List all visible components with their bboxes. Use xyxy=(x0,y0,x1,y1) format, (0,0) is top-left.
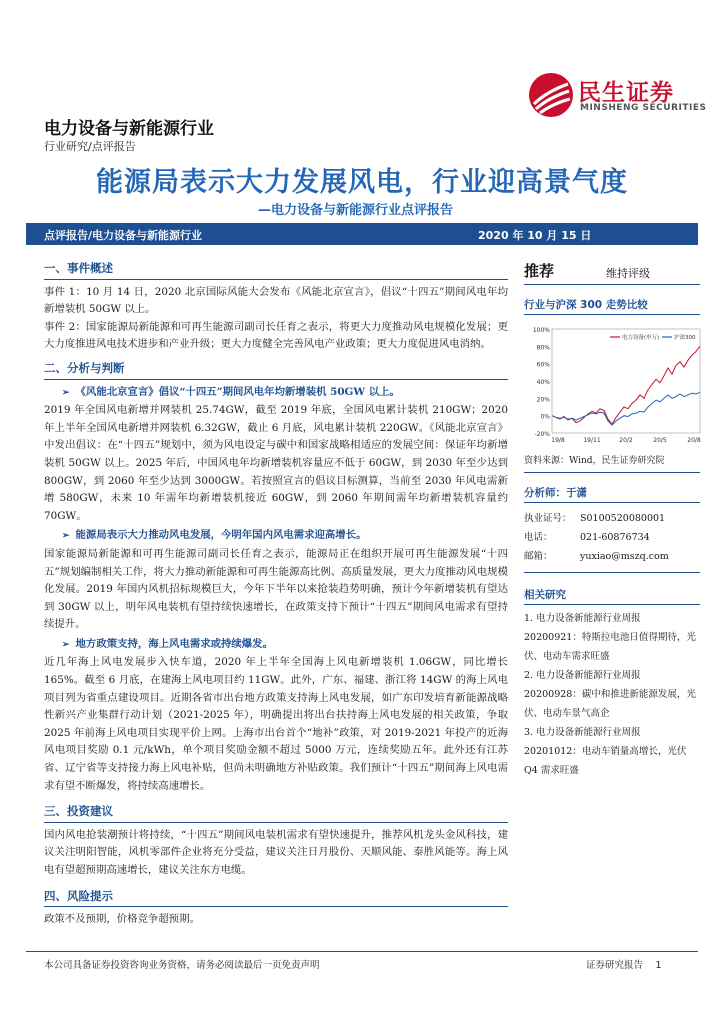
y-tick-label: 20% xyxy=(536,396,550,404)
main-column xyxy=(44,258,508,929)
related-item[interactable]: 1. 电力设备新能源行业周报 20200921：特斯拉电池日值得期待，光伏、电动车需求旺盛 xyxy=(524,613,696,662)
y-tick-label: 40% xyxy=(536,379,550,386)
related-title: 相关研究 xyxy=(524,587,700,605)
section-title-investment: 三、投资建议 xyxy=(44,803,508,823)
analysis-heading-1 xyxy=(44,384,508,403)
section-title-risk: 四、风险提示 xyxy=(44,888,508,908)
chart-plot-frame xyxy=(552,329,700,433)
bar-left-text: 点评报告/电力设备与新能源行业 xyxy=(44,229,203,242)
minsheng-logo-icon xyxy=(528,72,574,118)
report-date: 2020 年 10 月 15 日 xyxy=(478,229,592,242)
y-tick-label: -20% xyxy=(534,431,550,438)
triangle-bullet-icon: ➢ xyxy=(62,531,70,542)
analyst-key: 执业证号： xyxy=(524,513,572,524)
event-1-paragraph: 事件 1：10 月 14 日，2020 北京国际风能大会发布《风能北京宣言》，倡议“十四五”期间风电年均新增装机 50GW 以上。 xyxy=(44,285,508,316)
series-line xyxy=(552,346,700,424)
report-title: 能源局表示大力发展风电，行业迎高景气度 xyxy=(96,167,628,198)
industry-heading: 电力设备与新能源行业 xyxy=(44,119,214,139)
analyst-title: 分析师：于潇 xyxy=(524,485,700,503)
section-title-event: 一、事件概述 xyxy=(44,260,508,280)
analyst-key: 电话： xyxy=(524,532,553,543)
section-title-analysis: 二、分析与判断 xyxy=(44,360,508,380)
analyst-row xyxy=(524,509,700,528)
event-2-paragraph: 事件 2：国家能源局新能源和可再生能源司副司长任育之表示，将更大力度推动风电规模化发展；更大力度推进风电技术进步和产业升级；更大力度健全完善风电产业政策；更大力度促进风电消纳。 xyxy=(44,320,508,351)
logo-cn-text: 民生证券 xyxy=(578,80,674,106)
analysis-heading-2 xyxy=(44,527,508,546)
x-tick-label: 20/2 xyxy=(619,437,633,444)
report-category: 行业研究/点评报告 xyxy=(44,140,136,153)
analyst-info xyxy=(524,509,700,573)
triangle-bullet-icon: ➢ xyxy=(62,639,70,650)
y-tick-label: 80% xyxy=(536,344,550,352)
related-item[interactable]: 2. 电力设备新能源行业周报 20200928：碳中和推进新能源发展，光伏、电动车景气高企 xyxy=(524,670,696,719)
report-subtitle: —电力设备与新能源行业点评报告 xyxy=(258,203,454,218)
analyst-row xyxy=(524,547,700,566)
rating-value: 维持评级 xyxy=(606,267,650,280)
analysis-heading-3 xyxy=(44,636,508,655)
chart-source: 资料来源：Wind，民生证券研究院 xyxy=(524,453,700,473)
related-item[interactable]: 3. 电力设备新能源行业周报 20201012：电动车销量高增长，光伏 Q4 需求旺盛 xyxy=(524,727,687,776)
x-tick-label: 19/11 xyxy=(583,437,601,444)
analysis-heading-1-text: 《风能北京宣言》倡议“十四五”期间风电年均新增装机 50GW 以上。 xyxy=(75,385,400,398)
y-tick-label: 100% xyxy=(532,327,550,334)
side-column xyxy=(524,258,700,780)
analyst-key: 邮箱： xyxy=(524,551,553,562)
analysis-heading-2-text: 能源局表示大力推动风电发展，今明年国内风电需求迎高增长。 xyxy=(75,529,367,542)
analyst-row xyxy=(524,528,700,547)
rating-label: 推荐 xyxy=(524,262,555,280)
logo-en-text: MINSHENG SECURITIES xyxy=(580,103,707,113)
investment-paragraph: 国内风电抢装潮预计将持续，“十四五”期间风电装机需求有望快速提升，推荐风机龙头金风科技，建议关注明阳智能，风机零部件企业将充分受益，建议关注日月股份、天顺风能、泰胜风能等。海上风电有望超预期高速增长，建议关注东方电缆。 xyxy=(44,828,508,876)
risk-paragraph: 政策不及预期，价格竞争超预期。 xyxy=(44,913,200,926)
y-tick-label: 60% xyxy=(536,361,550,369)
analyst-license: S0100520080001 xyxy=(580,513,666,524)
x-tick-label: 20/8 xyxy=(687,437,701,444)
analysis-paragraph-3: 近几年海上风电发展步入快车道，2020 年上半年全国海上风电新增装机 1.06GW，同比增长 165%。截至 6 月底，在建海上风电项目约 11GW。此外，广东、福建、浙江将 14GW 的海上风电项目列为省重点建设项目。近期各省市出台地方政策支持海上风电发展，如广东印发培育新能源战略性新兴产业集群行动计划（2021-2025 年），明确提出将出台扶持海上风电发展的相关政策，争取 2025 年前海上风电项目实现平价上网。上海市出台首个“地补”政策，对 2019-2021 年投产的近海风电项目奖励 0.1 元/kWh，单个项目奖励金额不超过 5000 万元，连续奖励五年。此外还有江苏省、辽宁省等支持接力海上风电补贴，但尚未明确地方补贴政策。我们预计“十四五”期间海上风电需求有望不断爆发，将持续高速增长。 xyxy=(44,656,508,792)
trend-chart-svg xyxy=(524,321,704,451)
legend-label: 沪深300 xyxy=(674,335,696,341)
analysis-paragraph-2: 国家能源局新能源和可再生能源司副司长任育之表示，能源局正在组织开展可再生能源发展“十四五”规划编制相关工作，将大力推动新能源和可再生能源高比例、高质量发展，更大力度推动风电规模化发展。2019 年国内风机招标规模巨大，今年下半年以来抢装趋势明确，预计今年新增装机有望达到 30GW 以上，明年风电装机有望持续快速增长，在政策支持下预计“十四五”期间风电需求有望持续提升。 xyxy=(44,547,508,631)
footer-disclaimer: 本公司具备证券投资咨询业务资格，请务必阅读最后一页免责声明 xyxy=(44,960,320,971)
chart-title: 行业与沪深 300 走势比较 xyxy=(524,297,700,315)
analyst-email[interactable]: yuxiao@mszq.com xyxy=(580,551,669,562)
triangle-bullet-icon: ➢ xyxy=(62,387,70,398)
trend-chart xyxy=(524,321,704,451)
rating-row xyxy=(524,258,700,285)
y-tick-label: 0% xyxy=(540,413,550,421)
related-list xyxy=(524,609,700,780)
analysis-heading-3-text: 地方政策支持，海上风电需求或持续爆发。 xyxy=(75,637,273,650)
footer-divider xyxy=(26,951,698,952)
x-tick-label: 20/5 xyxy=(653,437,667,444)
legend-label: 电力设备(申万) xyxy=(622,335,660,341)
footer-page: 证券研究报告 1 xyxy=(586,960,662,971)
x-tick-label: 19/8 xyxy=(551,437,565,444)
analysis-paragraph-1: 2019 年全国风电新增并网装机 25.74GW，截至 2019 年底，全国风电累计装机 210GW；2020 年上半年全国风电新增并网装机 6.32GW，截止 6 月底，风电累计装机 220GW。《风能北京宣言》中发出倡议：在“十四五”规划中，须为风电设定与碳中和国家战略相适应的发展空间：保证年均新增装机 50GW 以上。2025 年后，中国风电年均新增装机容量应不低于 60GW，到 2030 年至少达到 800GW，到 2060 年至少达到 3000GW。若按照宣言的倡议目标测算，当前至 2030 年风电需新增 580GW，未来 10 年需年均新增装机接近 60GW，到 2060 年期间需年均新增装机容量约 70GW。 xyxy=(44,404,509,522)
analyst-phone: 021-60876734 xyxy=(580,532,650,543)
